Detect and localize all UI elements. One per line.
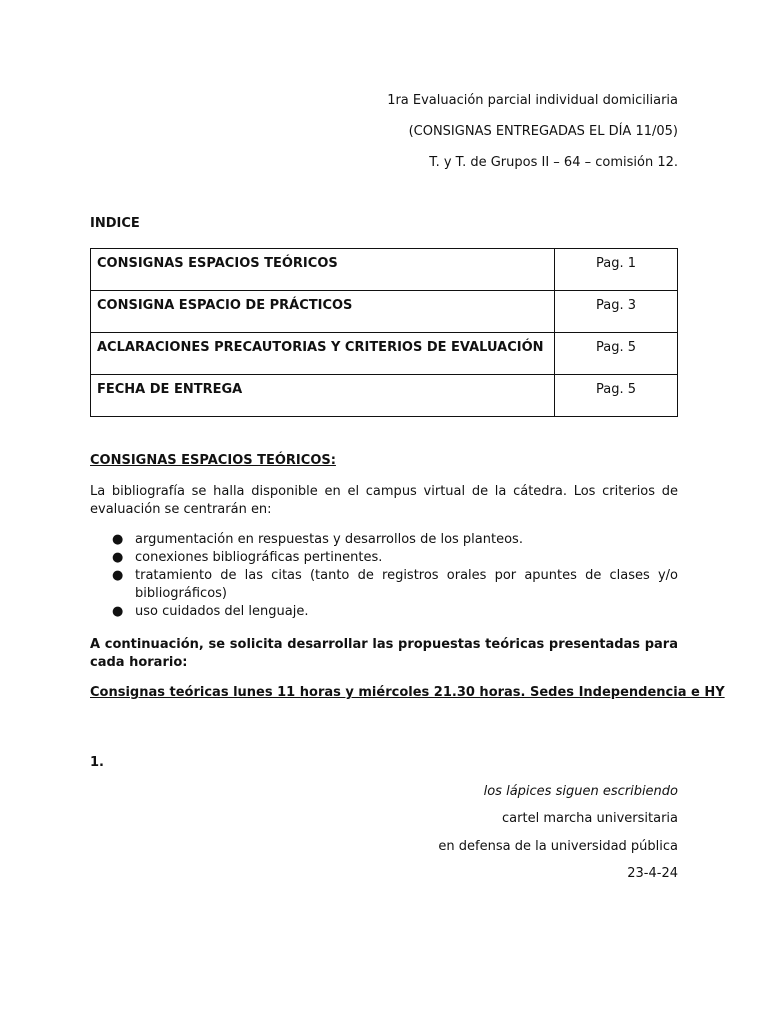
item-number: 1. [90, 755, 104, 770]
table-row [91, 375, 678, 417]
criteria-text: uso cuidados del lenguaje. [135, 604, 309, 619]
section-title: CONSIGNAS ESPACIOS TEÓRICOS: [90, 453, 336, 468]
request-paragraph: A continuación, se solicita desarrollar las propuestas teóricas presentadas para cada horario: [90, 637, 678, 670]
quote-date: 23-4-24 [627, 866, 678, 881]
criteria-text: conexiones bibliográficas pertinentes. [135, 550, 383, 565]
index-section: ACLARACIONES PRECAUTORIAS Y CRITERIOS DE EVALUACIÓN [91, 333, 555, 375]
index-page: Pag. 3 [555, 291, 678, 333]
index-section: CONSIGNA ESPACIO DE PRÁCTICOS [91, 291, 555, 333]
index-page: Pag. 5 [555, 375, 678, 417]
header-title: 1ra Evaluación parcial individual domiciliaria [387, 93, 678, 108]
table-row [91, 333, 678, 375]
table-row [91, 291, 678, 333]
bullet-icon: ● [112, 568, 124, 583]
list-item [90, 531, 678, 549]
index-page: Pag. 5 [555, 333, 678, 375]
section-intro: La bibliografía se halla disponible en el campus virtual de la cátedra. Los criterios de evaluación se centrarán en: [90, 484, 678, 517]
index-page: Pag. 1 [555, 249, 678, 291]
quote-line: los lápices siguen escribiendo [483, 784, 678, 799]
index-table [90, 248, 678, 417]
index-section: FECHA DE ENTREGA [91, 375, 555, 417]
bullet-icon: ● [112, 532, 124, 547]
bullet-icon: ● [112, 604, 124, 619]
list-item [90, 549, 678, 567]
quote-context: en defensa de la universidad pública [438, 839, 678, 854]
list-item [90, 567, 678, 603]
bullet-icon: ● [112, 550, 124, 565]
criteria-text: tratamiento de las citas (tanto de registros orales por apuntes de clases y/o bibliográficos) [135, 568, 678, 601]
index-section: CONSIGNAS ESPACIOS TEÓRICOS [91, 249, 555, 291]
criteria-text: argumentación en respuestas y desarrollos de los planteos. [135, 532, 523, 547]
header-course: T. y T. de Grupos II – 64 – comisión 12. [429, 155, 678, 170]
criteria-list [90, 531, 678, 621]
header-subtitle: (CONSIGNAS ENTREGADAS EL DÍA 11/05) [408, 124, 678, 139]
table-row [91, 249, 678, 291]
index-title: INDICE [90, 216, 140, 231]
list-item [90, 603, 678, 621]
subsection-title: Consignas teóricas lunes 11 horas y miércoles 21.30 horas. Sedes Independencia e HY [90, 685, 725, 700]
quote-source: cartel marcha universitaria [502, 811, 678, 826]
